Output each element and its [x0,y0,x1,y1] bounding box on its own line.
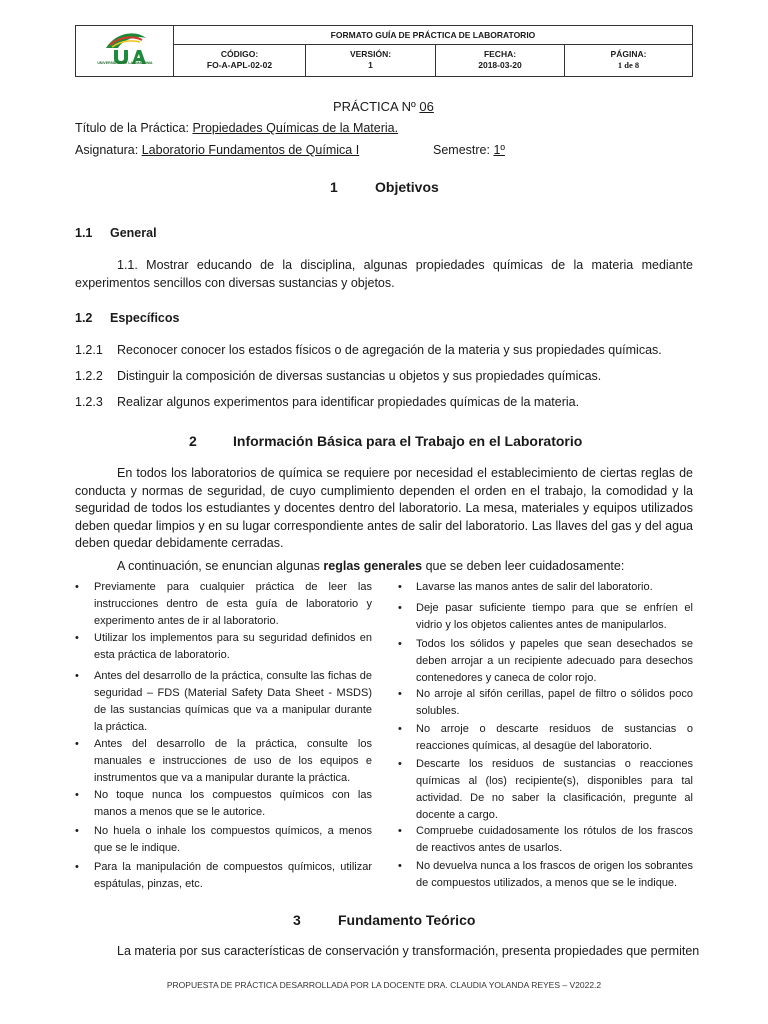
section-1-number: 1 [330,179,338,195]
bullet-dot: • [75,825,79,837]
fecha-cell [436,44,565,76]
bullet-dot: • [75,670,79,682]
bullet-dot: • [398,581,402,593]
rules-intro-bold: reglas generales [323,559,423,573]
practice-number [333,98,434,115]
practice-title-line [75,120,398,137]
rule-item-right: No arroje al sifón cerillas, papel de filtro o sólidos poco solubles. [416,688,693,717]
rules-intro [117,558,624,575]
practice-label: PRÁCTICA Nº [333,99,416,114]
semester-line [433,142,505,159]
rules-intro-text: A continuación, se enuncian algunas [117,559,320,573]
codigo-cell [174,44,306,76]
subject-line [75,142,359,159]
practice-title-value: Propiedades Químicas de la Materia. [192,121,399,135]
format-title: FORMATO GUÍA DE PRÁCTICA DE LABORATORIO [174,26,692,45]
bullet-dot: • [398,723,402,735]
section-1-1-title: General [110,226,157,240]
specific-objective-number: 1.2.1 [75,343,103,357]
specific-objective-number: 1.2.2 [75,369,103,383]
rule-item-right: No devuelva nunca a los frascos de origen los sobrantes de compuestos utilizados, a menos que se le indique. [416,860,693,889]
semester-label: Semestre: [433,143,490,157]
logo-caption: UNIVERSIDAD DE LA AMAZONIA [97,61,153,65]
section-2-paragraph: En todos los laboratorios de química se requiere por necesidad el establecimiento de ciertas reglas de conducta y normas de seguridad, de cuyo cumplimiento dependen el orden en el trabajo, la comodidad y la seguridad de todos los estudiantes y docentes dentro del laboratorio. La mesa, materiales y equipos utilizados deben quedar limpios y en su lugar correspondiente antes de salir del laboratorio. Las llaves del gas y del agua deben quedar debidamente cerradas. [75,466,693,550]
section-3-title: Fundamento Teórico [338,912,476,928]
codigo-value: FO-A-APL-02-02 [206,60,273,70]
pagina-cell [565,44,692,76]
fecha-label: FECHA: [483,49,517,59]
rule-item-right: Todos los sólidos y papeles que sean desechados se deben arrojar a un recipiente adecuado para desechos contenedores y caneca de color rojo. [416,638,693,684]
ua-logo-icon [76,26,172,76]
rule-item-right: Deje pasar suficiente tiempo para que se enfríen el vidrio y los objetos calientes antes de manipularlos. [416,602,693,631]
bullet-dot: • [398,825,402,837]
version-value: 1 [368,60,373,70]
rule-item-right: No arroje o descarte residuos de sustancias o reacciones químicas, al desagüe del laboratorio. [416,723,693,752]
section-1-2-number: 1.2 [75,311,93,325]
section-2-number: 2 [189,433,197,449]
bullet-dot: • [75,861,79,873]
rule-item-right: Descarte los residuos de sustancias o reacciones químicas al (los) recipiente(s), disponibles para tal actividad. De no saber la clasificación, pregunte al docente a cargo. [416,758,693,821]
rules-intro-text: que se deben leer cuidadosamente: [425,559,625,573]
bullet-dot: • [75,738,79,750]
section-3-number: 3 [293,912,301,928]
rule-item-left: No huela o inhale los compuestos químicos, a menos que se le indique. [94,825,372,854]
section-1-2-title: Específicos [110,311,180,325]
bullet-dot: • [398,758,402,770]
general-objective-text: 1.1. Mostrar educando de la disciplina, algunas propiedades químicas de la materia mediante experimentos sencillos con diversas sustancias y objetos. [75,258,693,290]
rule-item-left: No toque nunca los compuestos químicos con las manos a menos que se le autorice. [94,789,372,818]
specific-objective-text: Reconocer conocer los estados físicos o de agregación de la materia y sus propiedades químicas. [117,343,662,357]
practice-title-label: Título de la Práctica: [75,121,189,135]
subject-value: Laboratorio Fundamentos de Química I [141,143,360,157]
rule-item-left: Antes del desarrollo de la práctica, consulte los manuales e instrucciones de uso de los equipos e instrumentos que va a manipular durante la práctica. [94,738,372,784]
bullet-dot: • [75,632,79,644]
section-3-text: La materia por sus características de conservación y transformación, presenta propiedades que permiten [117,944,700,958]
bullet-dot: • [398,688,402,700]
practice-value: 06 [419,99,434,114]
bullet-dot: • [398,602,402,614]
version-cell [306,44,436,76]
pagina-value: 1 de 8 [617,60,640,70]
document-header [75,25,693,77]
section-2-title: Información Básica para el Trabajo en el Laboratorio [233,433,583,449]
rule-item-left: Antes del desarrollo de la práctica, consulte las fichas de seguridad – FDS (Material Safety Data Sheet - MSDS) de las sustancias químicas que va a manipular durante la práctica. [94,670,372,733]
subject-label: Asignatura: [75,143,139,157]
bullet-dot: • [75,789,79,801]
specific-objective-text: Realizar algunos experimentos para identificar propiedades químicas de la materia. [117,395,580,409]
rule-item-left: Para la manipulación de compuestos químicos, utilizar espátulas, pinzas, etc. [94,861,372,890]
rule-item-left: Utilizar los implementos para su seguridad definidos en esta práctica de laboratorio. [94,632,372,661]
rule-item-right: Lavarse las manos antes de salir del laboratorio. [416,581,653,593]
pagina-label: PÁGINA: [610,49,647,59]
bullet-dot: • [398,860,402,872]
specific-objective-number: 1.2.3 [75,395,103,409]
rule-item-right: Compruebe cuidadosamente los rótulos de los frascos de reactivos antes de usarlos. [416,825,693,854]
bullet-dot: • [398,638,402,650]
specific-objective-text: Distinguir la composición de diversas sustancias u objetos y sus propiedades químicas. [117,369,602,383]
section-1-title: Objetivos [375,179,439,195]
page-footer: PROPUESTA DE PRÁCTICA DESARROLLADA POR LA DOCENTE DRA. CLAUDIA YOLANDA REYES – V2022.2 [166,980,602,990]
semester-value: 1º [493,143,505,157]
version-label: VERSIÓN: [349,49,392,59]
bullet-dot: • [75,581,79,593]
rule-item-left: Previamente para cualquier práctica de leer las instrucciones dentro de esta guía de laboratorio y experimento antes de ir al laboratorio. [94,581,372,627]
fecha-value: 2018-03-20 [478,60,522,70]
codigo-label: CÓDIGO: [220,49,259,59]
section-1-1-number: 1.1 [75,226,93,240]
university-logo [76,26,174,76]
